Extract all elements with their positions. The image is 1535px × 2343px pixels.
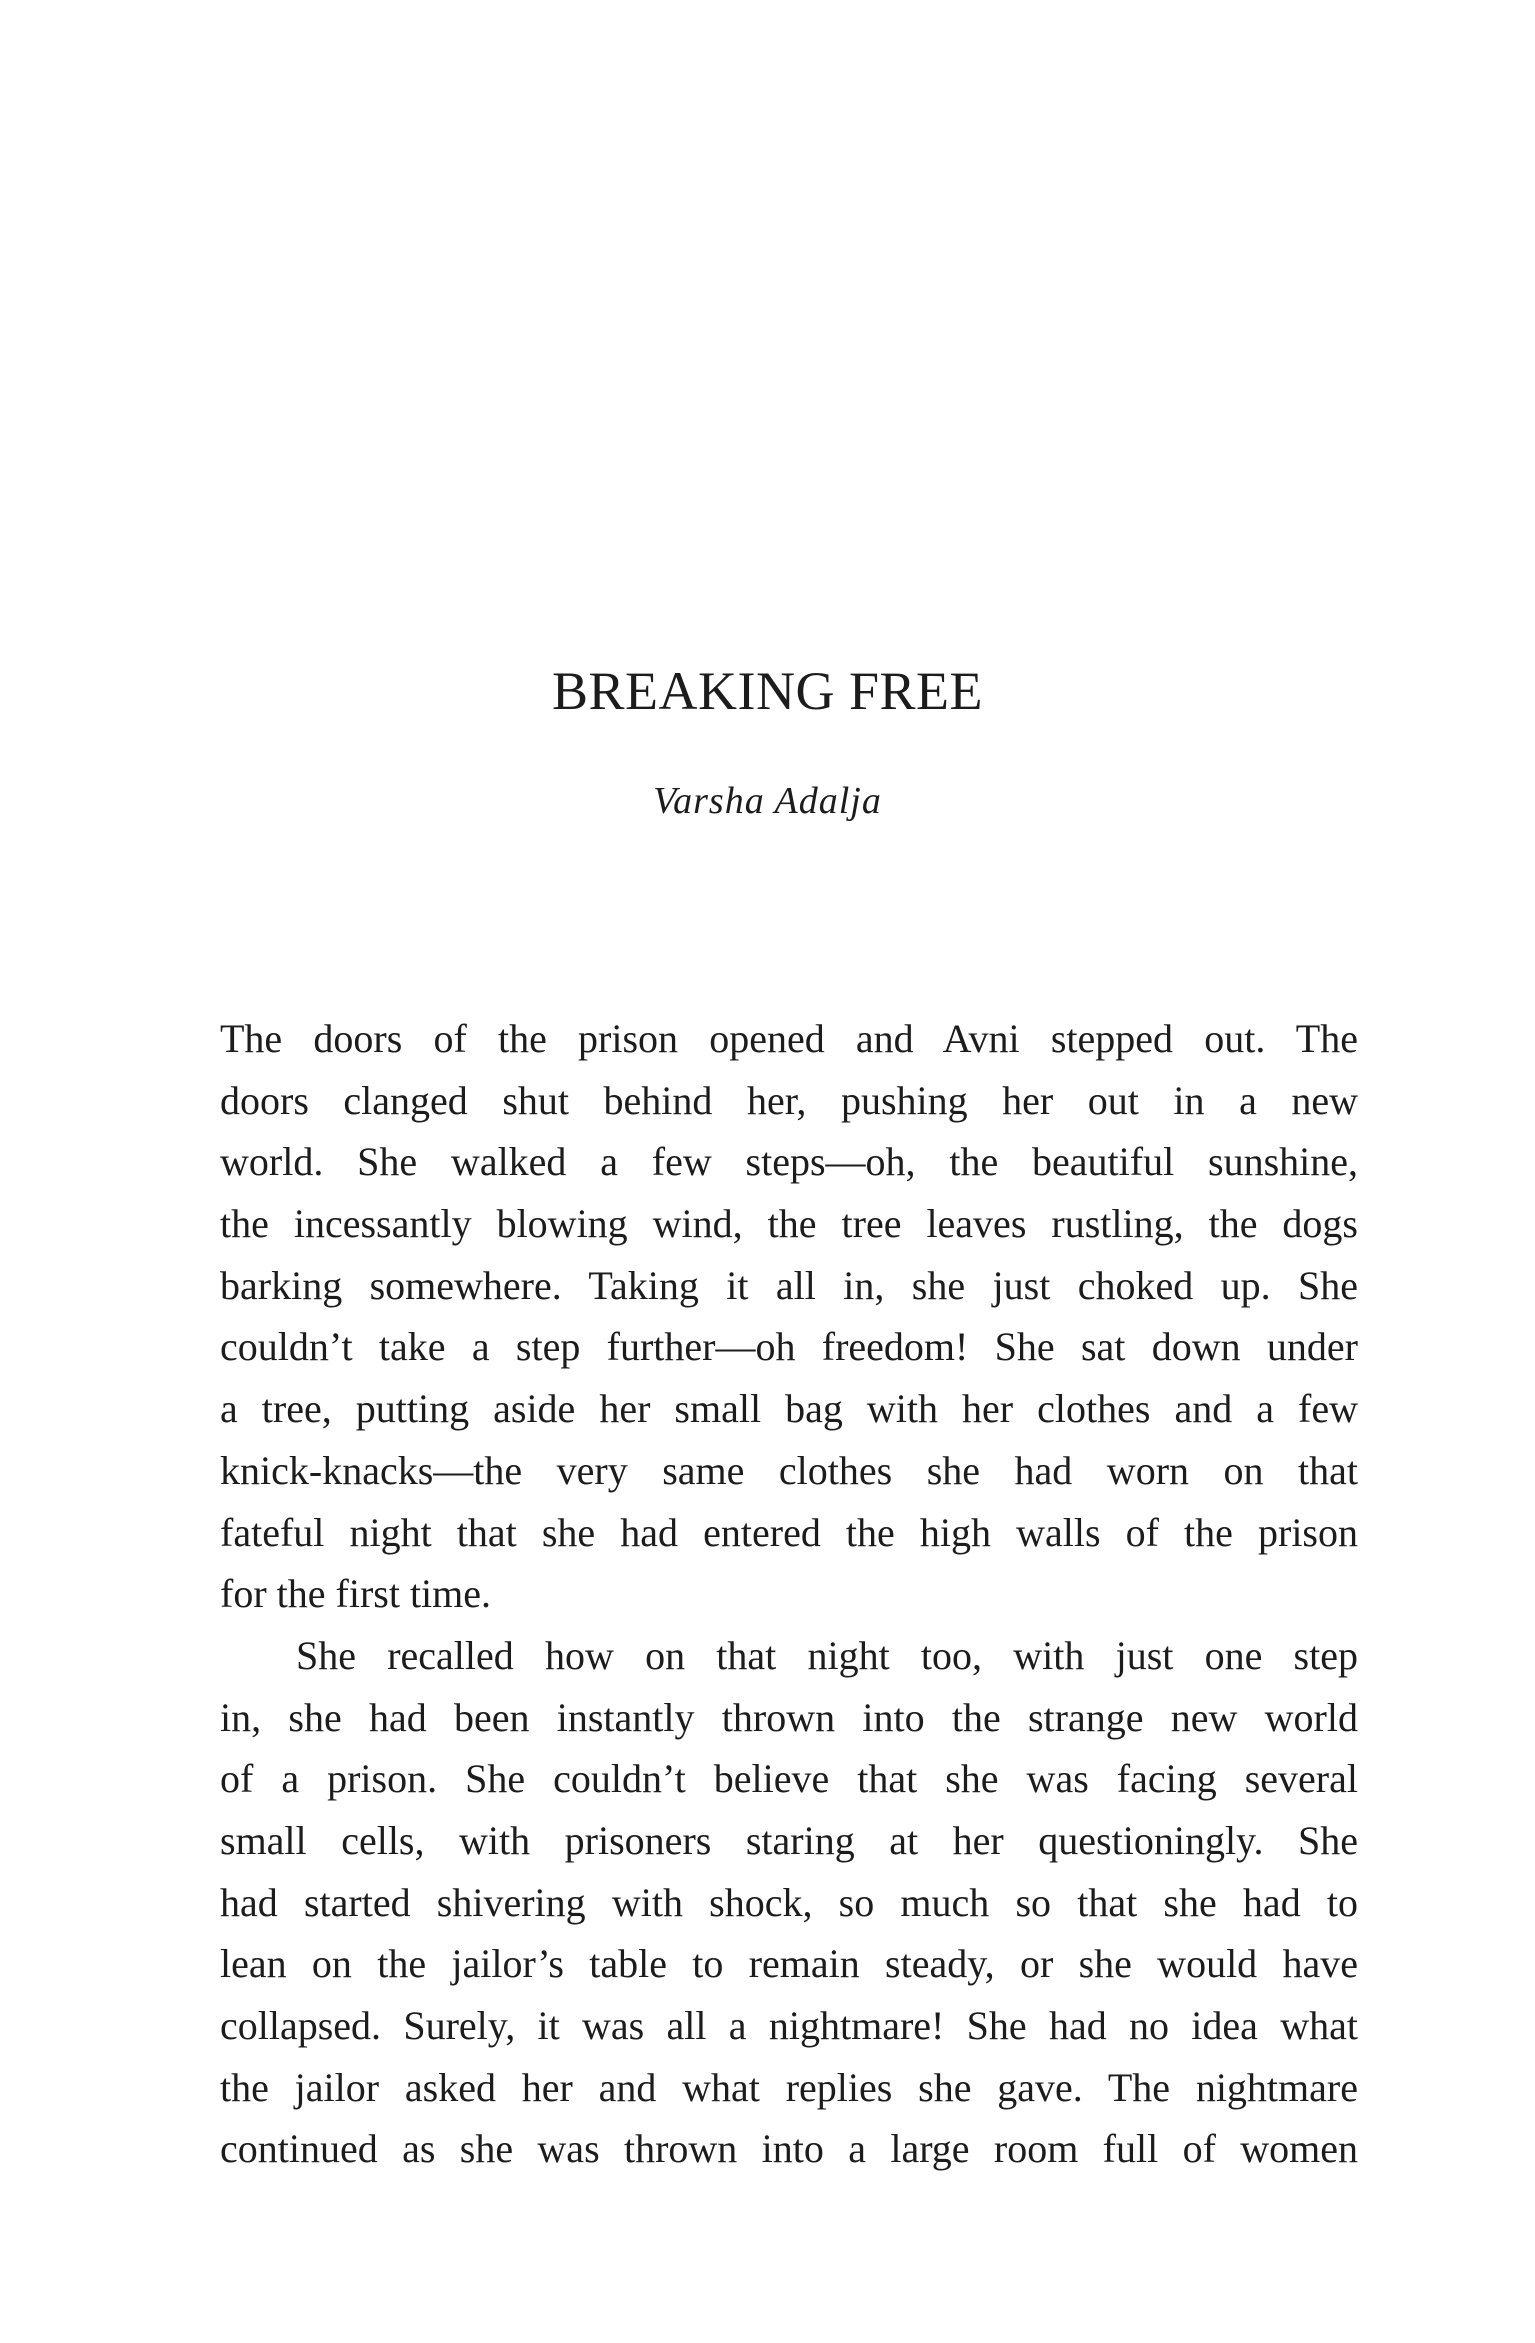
paragraph-1-line: for the first time.	[220, 1571, 492, 1617]
story-body	[220, 1008, 1358, 2180]
paragraph-2-line: had started shivering with shock, so much so that she had to	[220, 1879, 1358, 1925]
paragraph-2-line: the jailor asked her and what replies she gave. The nightmare	[220, 2064, 1358, 2110]
paragraph-1-line: barking somewhere. Taking it all in, she just choked up. She	[220, 1262, 1358, 1308]
paragraph-1-line: The doors of the prison opened and Avni stepped out. The	[220, 1016, 1358, 1061]
paragraph-1-line: doors clanged shut behind her, pushing her out in a new	[220, 1077, 1358, 1123]
paragraph-1-line: fateful night that she had entered the high walls of the prison	[220, 1509, 1358, 1555]
paragraph-2-line: in, she had been instantly thrown into the strange new world	[220, 1694, 1358, 1740]
paragraph-1-line: a tree, putting aside her small bag with her clothes and a few	[220, 1386, 1358, 1432]
paragraph-2-line: She recalled how on that night too, with just one step	[296, 1632, 1358, 1678]
paragraph-1-line: world. She walked a few steps—oh, the beautiful sunshine,	[220, 1139, 1358, 1185]
paragraph-2-line: lean on the jailor’s table to remain steady, or she would have	[220, 1941, 1358, 1987]
paragraph-1-line: knick-knacks—the very same clothes she had worn on that	[220, 1447, 1358, 1493]
paragraph-1-line: the incessantly blowing wind, the tree leaves rustling, the dogs	[220, 1201, 1358, 1247]
paragraph-2-line: collapsed. Surely, it was all a nightmare! She had no idea what	[220, 2003, 1358, 2048]
story-title: BREAKING FREE	[551, 661, 983, 721]
paragraph-2-line: continued as she was thrown into a large room full of women	[220, 2126, 1358, 2172]
story-author: Varsha Adalja	[653, 780, 882, 822]
paragraph-2-line: small cells, with prisoners staring at her questioningly. She	[220, 1817, 1358, 1863]
paragraph-2-line: of a prison. She couldn’t believe that she was facing several	[220, 1756, 1358, 1802]
paragraph-1-line: couldn’t take a step further—oh freedom! She sat down under	[220, 1324, 1358, 1370]
